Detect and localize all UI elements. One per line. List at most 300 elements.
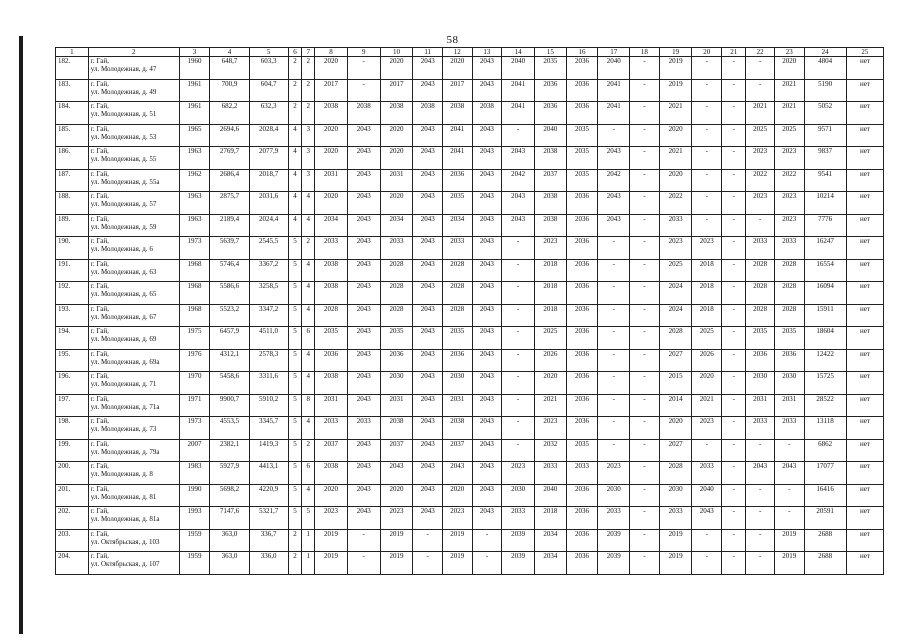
address-street: ул. Молодежная, д. 47 — [90, 65, 157, 73]
value-cell-col-10: 2019 — [380, 529, 413, 552]
row-number-cell: 196. — [56, 372, 89, 395]
value-cell-col-7: 2 — [302, 79, 315, 102]
value-cell-col-19: 2020 — [659, 124, 692, 147]
value-cell-col-21: - — [722, 529, 746, 552]
value-cell-col-7: 3 — [302, 147, 315, 170]
value-cell-col-9: 2038 — [347, 102, 380, 125]
value-cell-col-12: 2036 — [442, 349, 472, 372]
value-cell-col-21: - — [722, 484, 746, 507]
value-cell-col-13: 2043 — [472, 237, 502, 260]
value-cell-col-23: 2023 — [774, 192, 804, 215]
value-cell-col-15: 2032 — [534, 439, 566, 462]
address-cell — [88, 552, 179, 575]
value-cell-col-3: 1976 — [179, 349, 210, 372]
value-cell-col-8: 2028 — [315, 304, 348, 327]
value-cell-col-23: 2035 — [774, 327, 804, 350]
value-cell-col-23: 2028 — [774, 282, 804, 305]
value-cell-col-13: 2043 — [472, 214, 502, 237]
value-cell-col-3: 1963 — [179, 192, 210, 215]
address-street: ул. Молодежная, д. 81 — [90, 492, 157, 501]
value-cell-col-21: - — [722, 327, 746, 350]
value-cell-col-8: 2033 — [315, 237, 348, 260]
value-cell-col-6: 5 — [288, 372, 302, 395]
value-cell-col-17: 2042 — [598, 169, 630, 192]
value-cell-col-3: 2007 — [179, 439, 210, 462]
value-cell-col-14: 2023 — [502, 462, 535, 485]
value-cell-col-16: 2036 — [566, 552, 598, 575]
value-cell-col-8: 2020 — [315, 147, 348, 170]
value-cell-col-7: 4 — [302, 349, 315, 372]
address-cell — [88, 507, 179, 530]
value-cell-col-6: 5 — [288, 237, 302, 260]
value-cell-col-11: 2043 — [413, 57, 443, 80]
table-row — [56, 484, 884, 507]
value-cell-col-14: 2041 — [502, 79, 535, 102]
value-cell-col-15: 2036 — [534, 102, 566, 125]
value-cell-col-8: 2017 — [315, 79, 348, 102]
value-cell-col-24: 18604 — [804, 327, 846, 350]
value-cell-col-15: 2023 — [534, 417, 566, 440]
value-cell-col-15: 2038 — [534, 214, 566, 237]
column-header-17: 17 — [598, 48, 630, 57]
value-cell-col-22: - — [746, 529, 775, 552]
value-cell-col-8: 2035 — [315, 327, 348, 350]
value-cell-col-3: 1983 — [179, 462, 210, 485]
value-cell-col-24: 2688 — [804, 529, 846, 552]
value-cell-col-18: - — [630, 214, 660, 237]
value-cell-col-6: 4 — [288, 124, 302, 147]
value-cell-col-25: нет — [846, 507, 883, 530]
value-cell-col-5: 3258,5 — [249, 282, 288, 305]
value-cell-col-24: 7776 — [804, 214, 846, 237]
value-cell-col-3: 1968 — [179, 259, 210, 282]
value-cell-col-3: 1963 — [179, 214, 210, 237]
table-header — [56, 48, 884, 57]
value-cell-col-11: 2043 — [413, 462, 443, 485]
value-cell-col-19: 2024 — [659, 304, 692, 327]
value-cell-col-22: 2030 — [746, 372, 775, 395]
value-cell-col-21: - — [722, 507, 746, 530]
column-header-4: 4 — [210, 48, 249, 57]
value-cell-col-4: 9900,7 — [210, 394, 249, 417]
value-cell-col-14: - — [502, 259, 535, 282]
value-cell-col-16: 2036 — [566, 237, 598, 260]
value-cell-col-18: - — [630, 394, 660, 417]
value-cell-col-22: 2033 — [746, 237, 775, 260]
value-cell-col-4: 363,0 — [210, 552, 249, 575]
row-number-cell: 187. — [56, 169, 89, 192]
value-cell-col-25: нет — [846, 372, 883, 395]
value-cell-col-25: нет — [846, 169, 883, 192]
value-cell-col-6: 5 — [288, 417, 302, 440]
value-cell-col-22: 2043 — [746, 462, 775, 485]
value-cell-col-12: 2028 — [442, 282, 472, 305]
value-cell-col-23: - — [774, 439, 804, 462]
value-cell-col-16: 2036 — [566, 417, 598, 440]
value-cell-col-9: 2043 — [347, 394, 380, 417]
value-cell-col-10: 2020 — [380, 192, 413, 215]
value-cell-col-10: 2033 — [380, 237, 413, 260]
value-cell-col-12: 2030 — [442, 372, 472, 395]
value-cell-col-3: 1960 — [179, 57, 210, 80]
table-row — [56, 282, 884, 305]
value-cell-col-7: 2 — [302, 237, 315, 260]
value-cell-col-11: 2038 — [413, 102, 443, 125]
value-cell-col-23: 2023 — [774, 214, 804, 237]
value-cell-col-14: - — [502, 417, 535, 440]
value-cell-col-5: 632,3 — [249, 102, 288, 125]
value-cell-col-12: 2037 — [442, 439, 472, 462]
value-cell-col-22: 2028 — [746, 259, 775, 282]
column-header-21: 21 — [722, 48, 746, 57]
value-cell-col-11: 2043 — [413, 237, 443, 260]
value-cell-col-18: - — [630, 79, 660, 102]
value-cell-col-25: нет — [846, 214, 883, 237]
value-cell-col-25: нет — [846, 529, 883, 552]
value-cell-col-7: 2 — [302, 57, 315, 80]
value-cell-col-11: 2043 — [413, 327, 443, 350]
value-cell-col-12: 2023 — [442, 507, 472, 530]
row-number-cell: 204. — [56, 552, 89, 575]
value-cell-col-6: 4 — [288, 192, 302, 215]
value-cell-col-22: 2021 — [746, 102, 775, 125]
value-cell-col-19: 2019 — [659, 552, 692, 575]
column-header-12: 12 — [442, 48, 472, 57]
value-cell-col-13: 2043 — [472, 394, 502, 417]
value-cell-col-20: - — [692, 57, 722, 80]
value-cell-col-22: 2022 — [746, 169, 775, 192]
address-street: ул. Молодежная, д. 49 — [90, 87, 157, 96]
row-number-cell: 202. — [56, 507, 89, 530]
value-cell-col-16: 2036 — [566, 282, 598, 305]
value-cell-col-16: 2036 — [566, 327, 598, 350]
value-cell-col-14: 2039 — [502, 529, 535, 552]
value-cell-col-22: - — [746, 552, 775, 575]
value-cell-col-13: 2043 — [472, 484, 502, 507]
value-cell-col-11: 2043 — [413, 79, 443, 102]
value-cell-col-4: 2189,4 — [210, 214, 249, 237]
value-cell-col-21: - — [722, 394, 746, 417]
table-row — [56, 102, 884, 125]
value-cell-col-10: 2020 — [380, 57, 413, 80]
address-street: ул. Молодежная, д. 71а — [90, 402, 160, 411]
value-cell-col-12: 2019 — [442, 529, 472, 552]
value-cell-col-23: 2031 — [774, 394, 804, 417]
value-cell-col-5: 3345,7 — [249, 417, 288, 440]
address-city: г. Гай, — [90, 484, 109, 493]
value-cell-col-12: 2017 — [442, 79, 472, 102]
value-cell-col-3: 1993 — [179, 507, 210, 530]
value-cell-col-23: 2033 — [774, 237, 804, 260]
address-street: ул. Молодежная, д. 59 — [90, 222, 157, 231]
value-cell-col-11: 2043 — [413, 417, 443, 440]
value-cell-col-12: 2031 — [442, 394, 472, 417]
row-number-cell: 190. — [56, 237, 89, 260]
value-cell-col-3: 1959 — [179, 552, 210, 575]
value-cell-col-5: 2028,4 — [249, 124, 288, 147]
value-cell-col-24: 17077 — [804, 462, 846, 485]
value-cell-col-9: 2043 — [347, 439, 380, 462]
value-cell-col-20: - — [692, 529, 722, 552]
value-cell-col-7: 6 — [302, 462, 315, 485]
value-cell-col-6: 2 — [288, 552, 302, 575]
value-cell-col-15: 2023 — [534, 237, 566, 260]
value-cell-col-19: 2028 — [659, 327, 692, 350]
column-header-1: 1 — [56, 48, 89, 57]
address-city: г. Гай, — [90, 552, 109, 560]
value-cell-col-14: 2043 — [502, 147, 535, 170]
value-cell-col-6: 5 — [288, 394, 302, 417]
value-cell-col-16: 2036 — [566, 102, 598, 125]
value-cell-col-17: - — [598, 237, 630, 260]
value-cell-col-8: 2033 — [315, 417, 348, 440]
value-cell-col-21: - — [722, 372, 746, 395]
address-city: г. Гай, — [90, 529, 109, 538]
value-cell-col-14: - — [502, 327, 535, 350]
address-street: ул. Молодежная, д. 8 — [90, 470, 153, 478]
value-cell-col-9: - — [347, 57, 380, 80]
value-cell-col-10: 2023 — [380, 507, 413, 530]
address-street: ул. Молодежная, д. 73 — [90, 425, 157, 433]
value-cell-col-4: 2875,7 — [210, 192, 249, 215]
value-cell-col-15: 2040 — [534, 124, 566, 147]
value-cell-col-22: 2035 — [746, 327, 775, 350]
value-cell-col-22: - — [746, 214, 775, 237]
value-cell-col-20: 2033 — [692, 462, 722, 485]
value-cell-col-5: 2018,7 — [249, 169, 288, 192]
value-cell-col-5: 4413,1 — [249, 462, 288, 485]
table-row — [56, 214, 884, 237]
value-cell-col-20: - — [692, 192, 722, 215]
value-cell-col-10: 2020 — [380, 124, 413, 147]
value-cell-col-4: 5698,2 — [210, 484, 249, 507]
value-cell-col-10: 2019 — [380, 552, 413, 575]
value-cell-col-14: 2042 — [502, 169, 535, 192]
value-cell-col-9: 2043 — [347, 507, 380, 530]
value-cell-col-13: 2043 — [472, 417, 502, 440]
value-cell-col-19: 2023 — [659, 237, 692, 260]
value-cell-col-8: 2038 — [315, 462, 348, 485]
address-city: г. Гай, — [90, 79, 109, 88]
value-cell-col-15: 2037 — [534, 169, 566, 192]
address-street: ул. Октябрьская, д. 107 — [90, 560, 160, 568]
value-cell-col-13: 2043 — [472, 507, 502, 530]
value-cell-col-21: - — [722, 237, 746, 260]
value-cell-col-19: 2025 — [659, 259, 692, 282]
value-cell-col-5: 2077,9 — [249, 147, 288, 170]
value-cell-col-8: 2037 — [315, 439, 348, 462]
address-cell — [88, 237, 179, 260]
value-cell-col-17: - — [598, 372, 630, 395]
value-cell-col-21: - — [722, 57, 746, 80]
value-cell-col-8: 2019 — [315, 552, 348, 575]
address-cell — [88, 259, 179, 282]
value-cell-col-13: 2043 — [472, 57, 502, 80]
value-cell-col-24: 9541 — [804, 169, 846, 192]
page-number: 58 — [446, 34, 459, 46]
value-cell-col-12: 2041 — [442, 124, 472, 147]
value-cell-col-24: 20591 — [804, 507, 846, 530]
value-cell-col-21: - — [722, 147, 746, 170]
value-cell-col-6: 4 — [288, 147, 302, 170]
value-cell-col-10: 2028 — [380, 259, 413, 282]
value-cell-col-6: 5 — [288, 349, 302, 372]
value-cell-col-17: 2039 — [598, 552, 630, 575]
value-cell-col-12: 2020 — [442, 484, 472, 507]
value-cell-col-25: нет — [846, 394, 883, 417]
value-cell-col-23: 2025 — [774, 124, 804, 147]
address-street: ул. Молодежная, д. 57 — [90, 200, 157, 208]
column-header-18: 18 — [630, 48, 660, 57]
value-cell-col-24: 28522 — [804, 394, 846, 417]
value-cell-col-13: 2043 — [472, 439, 502, 462]
value-cell-col-24: 5190 — [804, 79, 846, 102]
value-cell-col-9: 2043 — [347, 147, 380, 170]
value-cell-col-12: 2034 — [442, 214, 472, 237]
value-cell-col-18: - — [630, 462, 660, 485]
value-cell-col-7: 1 — [302, 552, 315, 575]
value-cell-col-8: 2020 — [315, 192, 348, 215]
value-cell-col-14: 2039 — [502, 552, 535, 575]
value-cell-col-11: - — [413, 529, 443, 552]
value-cell-col-19: 2033 — [659, 214, 692, 237]
value-cell-col-16: 2035 — [566, 124, 598, 147]
value-cell-col-3: 1975 — [179, 327, 210, 350]
value-cell-col-20: - — [692, 124, 722, 147]
value-cell-col-20: 2018 — [692, 304, 722, 327]
value-cell-col-3: 1990 — [179, 484, 210, 507]
value-cell-col-21: - — [722, 259, 746, 282]
value-cell-col-25: нет — [846, 417, 883, 440]
value-cell-col-15: 2038 — [534, 192, 566, 215]
value-cell-col-11: 2043 — [413, 484, 443, 507]
value-cell-col-15: 2020 — [534, 372, 566, 395]
housing-table — [55, 47, 884, 575]
value-cell-col-12: 2035 — [442, 327, 472, 350]
value-cell-col-11: - — [413, 552, 443, 575]
value-cell-col-18: - — [630, 327, 660, 350]
value-cell-col-15: 2025 — [534, 327, 566, 350]
value-cell-col-13: - — [472, 529, 502, 552]
column-header-24: 24 — [804, 48, 846, 57]
value-cell-col-23: 2036 — [774, 349, 804, 372]
value-cell-col-21: - — [722, 304, 746, 327]
value-cell-col-8: 2020 — [315, 124, 348, 147]
value-cell-col-7: 4 — [302, 214, 315, 237]
value-cell-col-4: 2694,6 — [210, 124, 249, 147]
column-header-20: 20 — [692, 48, 722, 57]
value-cell-col-12: 2038 — [442, 102, 472, 125]
value-cell-col-17: 2033 — [598, 507, 630, 530]
value-cell-col-21: - — [722, 79, 746, 102]
value-cell-col-20: 2025 — [692, 327, 722, 350]
value-cell-col-4: 700,9 — [210, 79, 249, 102]
value-cell-col-5: 5910,2 — [249, 394, 288, 417]
value-cell-col-23: 2043 — [774, 462, 804, 485]
value-cell-col-25: нет — [846, 57, 883, 80]
value-cell-col-10: 2028 — [380, 282, 413, 305]
value-cell-col-3: 1961 — [179, 102, 210, 125]
value-cell-col-8: 2038 — [315, 259, 348, 282]
value-cell-col-13: - — [472, 552, 502, 575]
value-cell-col-15: 2034 — [534, 552, 566, 575]
value-cell-col-16: 2036 — [566, 57, 598, 80]
value-cell-col-25: нет — [846, 259, 883, 282]
value-cell-col-22: - — [746, 57, 775, 80]
address-city: г. Гай, — [90, 349, 109, 358]
value-cell-col-12: 2035 — [442, 192, 472, 215]
address-street: ул. Молодежная, д. 69 — [90, 335, 157, 343]
address-cell — [88, 304, 179, 327]
address-cell — [88, 124, 179, 147]
value-cell-col-7: 4 — [302, 372, 315, 395]
value-cell-col-16: 2036 — [566, 79, 598, 102]
value-cell-col-6: 2 — [288, 79, 302, 102]
value-cell-col-6: 2 — [288, 529, 302, 552]
value-cell-col-16: 2036 — [566, 394, 598, 417]
value-cell-col-8: 2038 — [315, 372, 348, 395]
column-header-8: 8 — [315, 48, 348, 57]
value-cell-col-16: 2036 — [566, 484, 598, 507]
value-cell-col-9: 2043 — [347, 372, 380, 395]
address-city: г. Гай, — [90, 507, 109, 515]
value-cell-col-11: 2043 — [413, 214, 443, 237]
value-cell-col-19: 2033 — [659, 507, 692, 530]
value-cell-col-11: 2043 — [413, 282, 443, 305]
value-cell-col-3: 1968 — [179, 282, 210, 305]
value-cell-col-23: 2019 — [774, 529, 804, 552]
value-cell-col-15: 2038 — [534, 147, 566, 170]
value-cell-col-6: 2 — [288, 57, 302, 80]
value-cell-col-9: 2043 — [347, 169, 380, 192]
value-cell-col-9: 2043 — [347, 282, 380, 305]
value-cell-col-10: 2031 — [380, 169, 413, 192]
value-cell-col-20: 2020 — [692, 372, 722, 395]
value-cell-col-17: - — [598, 394, 630, 417]
value-cell-col-23: - — [774, 507, 804, 530]
address-cell — [88, 484, 179, 507]
value-cell-col-18: - — [630, 192, 660, 215]
value-cell-col-14: - — [502, 124, 535, 147]
value-cell-col-24: 16554 — [804, 259, 846, 282]
address-cell — [88, 462, 179, 485]
row-number-cell: 185. — [56, 124, 89, 147]
value-cell-col-18: - — [630, 124, 660, 147]
table-row — [56, 529, 884, 552]
value-cell-col-15: 2021 — [534, 394, 566, 417]
value-cell-col-11: 2043 — [413, 372, 443, 395]
value-cell-col-9: - — [347, 529, 380, 552]
value-cell-col-13: 2043 — [472, 327, 502, 350]
value-cell-col-13: 2043 — [472, 79, 502, 102]
value-cell-col-15: 2033 — [534, 462, 566, 485]
value-cell-col-20: 2040 — [692, 484, 722, 507]
value-cell-col-23: 2030 — [774, 372, 804, 395]
column-header-10: 10 — [380, 48, 413, 57]
address-cell — [88, 192, 179, 215]
value-cell-col-7: 4 — [302, 417, 315, 440]
value-cell-col-15: 2036 — [534, 79, 566, 102]
table-row — [56, 439, 884, 462]
value-cell-col-4: 682,2 — [210, 102, 249, 125]
value-cell-col-15: 2026 — [534, 349, 566, 372]
value-cell-col-17: 2023 — [598, 462, 630, 485]
table-row — [56, 394, 884, 417]
value-cell-col-8: 2020 — [315, 484, 348, 507]
value-cell-col-3: 1968 — [179, 304, 210, 327]
value-cell-col-9: 2043 — [347, 237, 380, 260]
value-cell-col-3: 1973 — [179, 237, 210, 260]
